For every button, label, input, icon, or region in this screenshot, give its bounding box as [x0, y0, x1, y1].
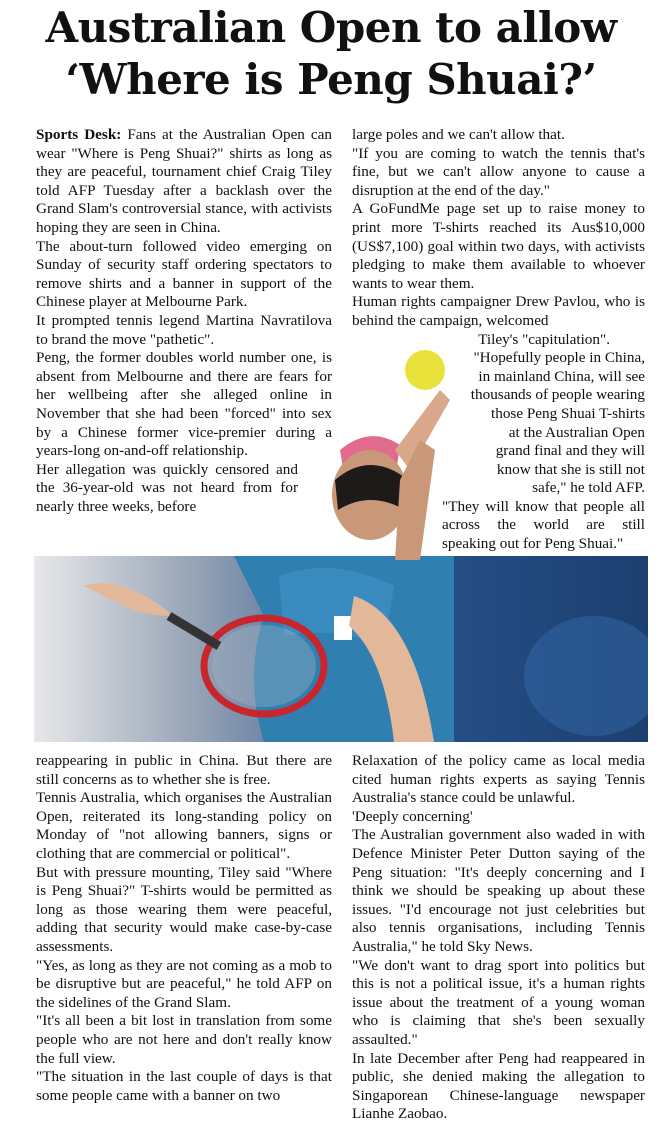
tennis-player-photo — [34, 556, 648, 742]
paragraph: large poles and we can't allow that. — [352, 126, 565, 143]
paragraph: Sports Desk: Fans at the Australian Open can wear "Where is Peng Shuai?" shirts as long as they are peaceful, tournament chief Craig Tiley told AFP Tuesday after a backlash over the Grand Slam's controversial stance, with activists hoping they are seen in China. — [36, 126, 332, 236]
subheading: 'Deeply concerning' — [352, 807, 473, 825]
paragraph: The about-turn followed video emerging on Sunday of security staff ordering spectators to remove shirts and a banner in support of the Chinese player at Melbourne Park. — [36, 237, 332, 311]
paragraph: "Yes, as long as they are not coming as a mob to be disruptive but are peaceful," he told AFP on the sidelines of the Grand Slam. — [36, 956, 332, 1011]
article-column-3 — [36, 752, 332, 1105]
quote-line: at the Australian Open — [508, 423, 645, 441]
paragraph: "We don't want to drag sport into politics but this is not a political issue, it's a human rights issue about the treatment of a young woman who is claiming that she's been sexually assaulted." — [352, 956, 645, 1048]
paragraph: "They will know that people all across the world are still speaking out for Peng Shuai." — [442, 497, 645, 553]
paragraph: "It's all been a bit lost in translation from some people who are not here and don't really know the full view. — [36, 1012, 332, 1067]
paragraph: Tiley's "capitulation". — [478, 330, 610, 348]
article-column-4 — [352, 752, 645, 1124]
quote-line: safe," he told AFP. — [532, 479, 645, 497]
quote-line: those Peng Shuai T-shirts — [491, 404, 645, 422]
paragraph: The Australian government also waded in with Defence Minister Peter Dutton saying of the Peng situation: "It's deeply concerning and I think we should be speaking up about these issues. "I'd encourage not just celebrities but also tennis organisations, including Tennis Australia," he told Sky News. — [352, 826, 645, 955]
paragraph: reappearing in public in China. But there are still concerns as to whether she is free. — [36, 752, 332, 788]
paragraph: It prompted tennis legend Martina Navratilova to brand the move "pathetic". — [36, 311, 332, 348]
paragraph: In late December after Peng had reappeared in public, she denied making the allegation to Singaporean Chinese-language newspaper Lianhe Zaobao. — [352, 1049, 645, 1123]
quote-line: thousands of people wearing — [470, 386, 645, 404]
paragraph: "If you are coming to watch the tennis that's fine, but we can't allow anyone to cause a disruption at the end of the day." — [352, 144, 645, 199]
quote-line: grand final and they will — [495, 442, 645, 460]
headline — [0, 2, 662, 106]
paragraph: Tennis Australia, which organises the Australian Open, reiterated its long-standing policy on Monday of "not allowing banners, signs or clothing that are commercial or political". — [36, 789, 332, 862]
quote-line: know that she is still not — [496, 460, 645, 478]
paragraph: Her allegation was quickly censored and the 36-year-old was not heard from for nearly three weeks, before — [36, 460, 298, 515]
article-column-2 — [352, 126, 645, 554]
paragraph: "The situation in the last couple of days is that some people came with a banner on two — [36, 1068, 332, 1104]
quote-line: in mainland China, will see — [478, 367, 645, 385]
paragraph: A GoFundMe page set up to raise money to print more T-shirts reached its Aus$10,000 (US$7,100) goal within two days, with activists pledging to make them available to whoever wants to wear them. — [352, 200, 645, 292]
paragraph: But with pressure mounting, Tiley said "Where is Peng Shuai?" T-shirts would be permitted as long as those wearing them were peaceful, adding that security would make case-by-case assessments. — [36, 863, 332, 955]
paragraph: Human rights campaigner Drew Pavlou, who is behind the campaign, welcomed — [352, 293, 645, 329]
headline-line-2: ‘Where is Peng Shuai?’ — [65, 55, 597, 104]
paragraph: Relaxation of the policy came as local media cited human rights experts as saying Tennis Australia's stance could be unlawful. — [352, 752, 645, 807]
quote-line: "Hopefully people in China, — [473, 349, 645, 367]
headline-line-1: Australian Open to allow — [45, 3, 617, 52]
paragraph: Peng, the former doubles world number one, is absent from Melbourne and there are fears for her wellbeing after she alleged online in November that she had been "forced" into sex by a Chinese former vice-premier during a years-long on-and-off relationship. — [36, 349, 332, 460]
article-column-1 — [36, 126, 332, 516]
dateline: Sports Desk: — [36, 126, 122, 143]
